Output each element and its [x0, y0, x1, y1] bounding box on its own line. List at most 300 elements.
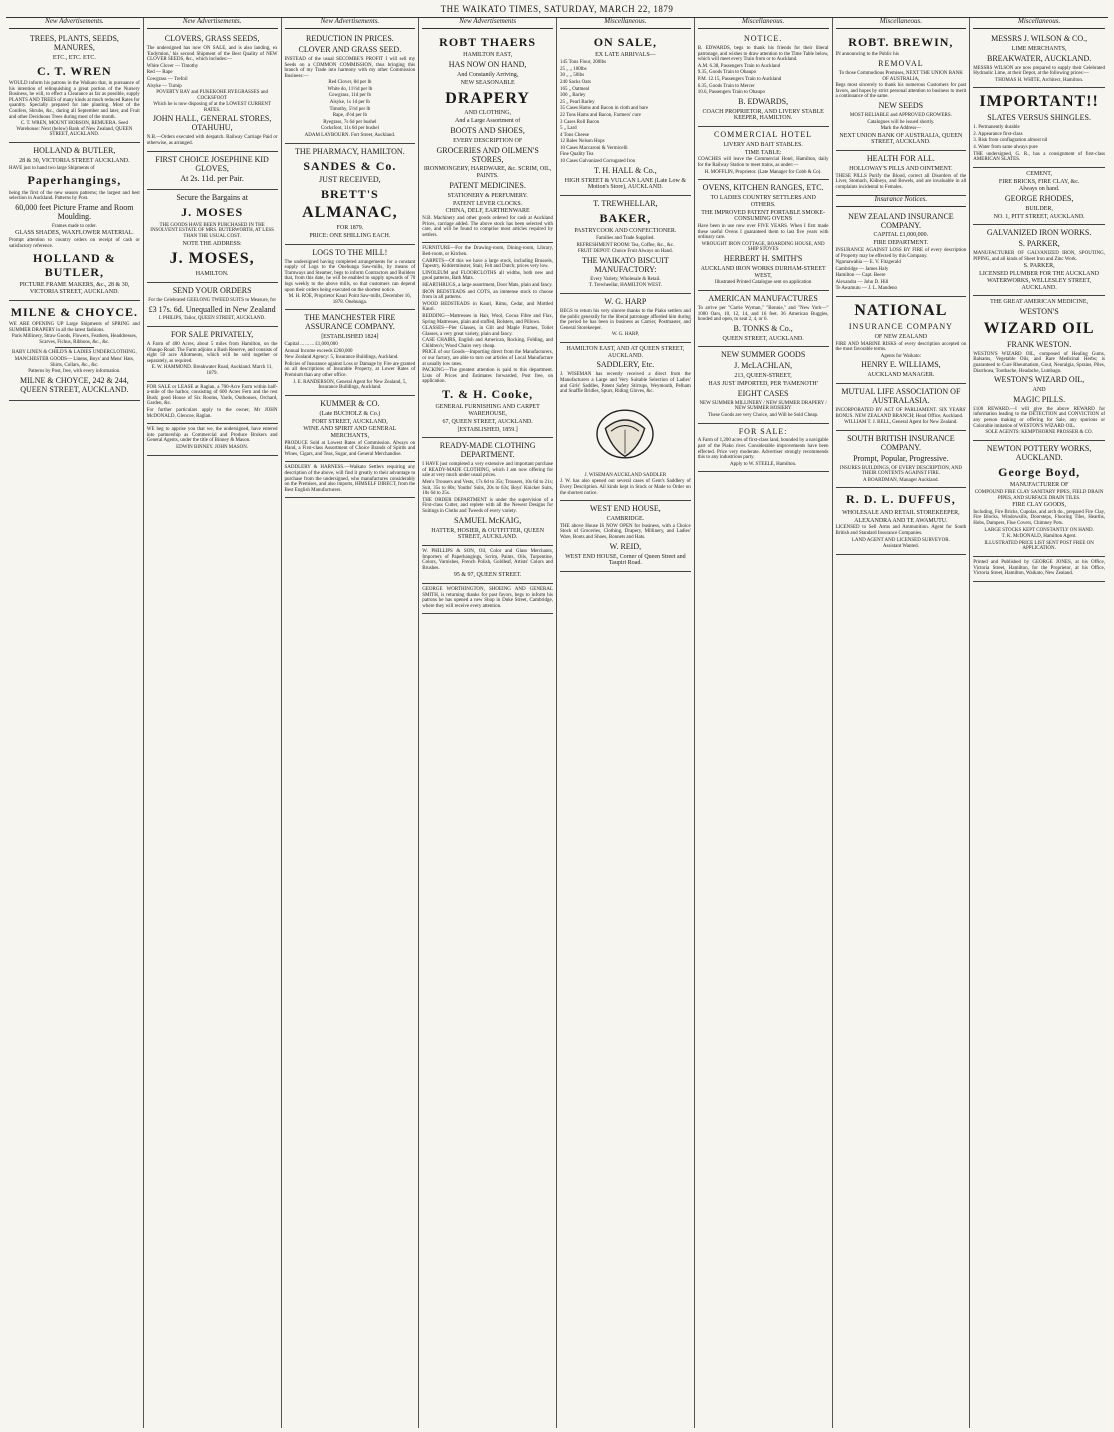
- ad-clovers: [147, 31, 278, 152]
- ad-body: Patterns by Post, free, with every information.: [28, 369, 121, 375]
- ad-subheading: TIME TABLE:: [744, 149, 782, 156]
- list-item: 3. Risk from conflagration almost nil: [973, 138, 1048, 144]
- ad-subheading: TO LADIES COUNTRY SETTLERS AND OTHERS.: [710, 195, 816, 208]
- ad-title: SOUTH BRITISH INSURANCE COMPANY.: [847, 433, 955, 452]
- list-item: Rape, 4½d per lb: [332, 113, 368, 119]
- list-item: 10.6, Passengers Train to Ohaupo: [697, 90, 765, 96]
- ad-body: WOOD BEDSTEADS in Kauri, Rimu, Cedar, and Mottled Kauri.: [422, 301, 553, 313]
- ad-title: R. D. L. DUFFUS,: [846, 492, 956, 507]
- ad-body: THE above House IS NOW OPEN for business, with a Choice Stock of Groceries, Clothing, Drapery, Millinery, and Ladies' Ware, Boots and Shoes, Bonnets and Hats.: [560, 523, 691, 540]
- masthead: THE WAIKATO TIMES, SATURDAY, MARCH 22, 1879: [6, 4, 1108, 18]
- column-heading: New Advertisements: [422, 18, 553, 29]
- list-item: Cocksfoot, 11s 6d per bushel: [320, 126, 379, 132]
- ad-cooke: [422, 243, 553, 438]
- ad-subheading: HAS NOW ON HAND,: [448, 60, 527, 70]
- ad-signature: ADAM LAYBOURN. Fort Street, Auckland.: [304, 133, 396, 139]
- ad-wizard-oil: [973, 296, 1105, 441]
- ad-title: ROBT THAERS: [439, 35, 537, 49]
- ad-title: IMPORTANT!!: [979, 93, 1099, 111]
- ad-signature: MILNE & CHOYCE, 242 & 244, QUEEN STREET, AUCKLAND.: [20, 375, 129, 394]
- ad-title: GEORGE RHODES,: [1004, 193, 1074, 203]
- list-item: Cowgrass, 11d per lb: [328, 93, 372, 99]
- ad-tonks: [698, 291, 829, 347]
- ad-title: COMMERCIAL HOTEL: [714, 130, 813, 140]
- list-item: 25 „ Pearl Barley: [560, 99, 595, 105]
- ad-body: Every Variety, Wholesale & Retail.: [590, 276, 661, 282]
- ad-subheading: BUILDER,: [1025, 205, 1053, 212]
- ad-title: MILNE & CHOYCE.: [10, 304, 139, 319]
- list-item: A.M. 6.38, Passengers Train to Auckland: [697, 63, 781, 69]
- divider: [55, 347, 94, 348]
- ad-body: COACHES will leave the Commercial Hotel, Hamilton, daily for the Railway Station to meet trains, as under:—: [697, 157, 829, 169]
- ad-body: WE ARE OPENING UP Large Shipments of SPRING and SUMMER DRAPERY in all the latest fashions.: [9, 322, 140, 333]
- columns: [6, 18, 1108, 1428]
- ad-subheading: AND: [1032, 387, 1046, 394]
- ad-subheading: LIVERY AND BAIT STABLES.: [723, 142, 803, 149]
- ad-heading: FIRST CHOICE JOSEPHINE KID GLOVES,: [155, 154, 269, 173]
- ad-body: PRODUCE Sold at Lowest Rates of Commission. Always on Hand, a First-class Assortment of Choice Brands of Spirits and Wines, Cigars, and Teas, Sugar, and General Merchandise.: [284, 440, 416, 457]
- ad-body: The undersigned having completed arrangements for a constant supply of Logs to the Onehunga Saw-mills, by means of Tramways and Steamer, begs to inform Contractors and Builders that, from this date, he will be enabled to supply upwards of 70 logs weekly to the above mills, so that customers can depend upon their orders being executed on the shortest notice.: [284, 259, 416, 293]
- ad-title: J. MOSES,: [169, 250, 255, 268]
- ad-body: FIRE AND MARINE RISKS of every description accepted on the most favorable terms.: [835, 341, 967, 353]
- ad-body: To arrive per "Carrie Wyman," "Bonnie," and "New York—" 1000 Oars, 10, 12, 14, and 16 feet. 36 American Buggies, hooded and open, to seat 2, 4, or 6.: [697, 306, 829, 323]
- ad-subheading: WESTON'S WIZARD OIL,: [994, 375, 1085, 385]
- ad-heading: HEALTH FOR ALL.: [866, 154, 935, 164]
- imprint: [973, 557, 1105, 582]
- column-1: [6, 18, 144, 1428]
- ad-manchester: [285, 310, 416, 395]
- ad-signature: B. EDWARDS,: [738, 96, 789, 106]
- ad-heading: REDUCTION IN PRICES.: [305, 34, 394, 43]
- ad-highlight: 60,000 feet Picture Frame and Room Moulding.: [15, 202, 134, 221]
- ad-body: A Farm of 400 Acres, about 5 miles from Hamilton, on the Ohaupo Road. The Farm adjoins a Bush Reserve, and consists of eight 50 acre Allotments, which will be sold together or separately, as required.: [146, 342, 278, 364]
- ad-national: [836, 297, 967, 384]
- ad-address: 67, QUEEN STREET, AUCKLAND.: [442, 418, 533, 425]
- ad-price: PRICE: ONE SHILLING EACH.: [309, 233, 391, 240]
- list-item: 145 Tons Flour, 200lbs: [560, 60, 607, 66]
- ad-body: Illustrated Printed Catalogue sent on application: [714, 280, 812, 286]
- ad-body: The undersigned has now ON SALE, and is also landing, ex 'Endymion,' his second Shipment of the Best Quality of NEW CLOVER SEEDS, &c., which includes:—: [146, 45, 278, 63]
- ad-body: being the first of the new season patterns; the largest and best selection in Auckland. Patterns by Post.: [9, 190, 140, 202]
- ad-body: THESE PILLS Purify the Blood, correct all Disorders of the Liver, Stomach, Kidneys, and Bowels, and are invaluable in all complaints incidental to Females.: [835, 173, 967, 190]
- ad-title: BAKER,: [599, 211, 652, 225]
- ad-duffus: [836, 488, 967, 554]
- ad-body: For the Celebrated GEELONG TWEED SUITS to Measure, for: [148, 297, 277, 303]
- ad-subheading: CLOVER AND GRASS SEED.: [298, 44, 402, 54]
- ad-kummer: [285, 396, 416, 463]
- ad-body: HEARTHRUGS, a large assortment, Door Mats, plain and fancy.: [422, 282, 553, 288]
- imprint-text: Printed and Published by GEORGE JONES, at his Office, Victoria Street, Hamilton, for the Proprietor, at his Office, Victoria Street, Hamilton, Waikato, New Zealand.: [973, 559, 1105, 577]
- ad-title: J. MOSES: [181, 205, 244, 220]
- ad-body: Men's Trousers and Vests, 17s 6d to 35s; Trousers, 10s 6d to 21s; Suit, 35s to 80s; Youths' Suits, 20s to 63s; Boys' Knicker Suits, 10s 6d to 25s.: [422, 480, 553, 497]
- ad-subheading: And Constantly Arriving,: [457, 72, 519, 79]
- ad-address: COACH PROPRIETOR, AND LIVERY STABLE KEEPER, HAMILTON.: [702, 108, 824, 122]
- ad-title: SADDLERY, Etc.: [596, 360, 655, 370]
- ad-signature: SOLE AGENTS: KEMPTHORNE PROSSER & CO.: [985, 430, 1093, 436]
- ad-body: Which he is now disposing of at the LOWEST CURRENT RATES.: [153, 102, 272, 113]
- ad-subheading: WINE AND SPIRIT AND GENERAL MERCHANTS,: [303, 426, 397, 439]
- ad-signature: C. T. WREN, MOUNT HOBSON, REMUERA. Seed Warehouse: Next (below) Bank of New Zealand, QUEEN STREET, AUCKLAND.: [16, 121, 133, 138]
- ad-body: New Zealand Agency: 5, Insurance Buildings, Auckland.: [284, 355, 399, 361]
- ad-address: WEST END HOUSE, Corner of Queen Street and Taupiri Road.: [565, 553, 686, 567]
- ad-subheading: LIME MERCHANTS,: [1011, 45, 1067, 52]
- ad-signature: HENRY E. WILLIAMS,: [861, 360, 941, 370]
- ad-body: WROUGHT IRON COTTAGE, BOARDING HOUSE, AND SHIP STOVES: [701, 241, 825, 253]
- ad-body: Frames made to order.: [52, 223, 97, 229]
- ad-signature: A BOARDMAN, Manager Auckland.: [863, 477, 939, 483]
- ad-title: ALMANAC,: [302, 204, 398, 222]
- list-item: Ryegrass, 7s 6d per bushel: [323, 119, 377, 125]
- ad-signature: E. W. HAMMOND. Breakwater Road, Auckland. March 11, 1879.: [151, 365, 273, 376]
- ad-partnership: [147, 424, 278, 455]
- list-item: 5 „ Lard: [560, 126, 577, 132]
- ad-subheading: THE IMPROVED PATENT PORTABLE SMOKE-CONSUMING OVENS: [701, 209, 826, 223]
- ad-body: MESSRS WILSON are now prepared to supply their Celebrated Hydraulic Lime, at their Depot, at the following prices:—: [973, 65, 1105, 77]
- ad-signature: WILLIAM T. J. BELL, General Agent for New Zealand.: [844, 420, 958, 426]
- saddle-illustration-label: J. WISEMAN AUCKLAND SADDLER: [584, 472, 667, 478]
- ad-title: NATIONAL: [854, 302, 948, 320]
- ad-brewin: [836, 31, 967, 151]
- ad-body: IRON BEDSTEADS and COTS, an immense stock to choose from in all patterns.: [422, 289, 553, 301]
- ad-body: Including, Fire Bricks, Cupolas, and arch do., prepared Fire Clay, Fire Blocks, Windowsills, Doorsteps, Flooring Tiles, Hearths, Hobs, Dampers, Flue Covers, Chimney Pots.: [973, 509, 1105, 526]
- ad-mckaig: [422, 438, 553, 546]
- ad-body: BABY LINEN & CHILD'S & LADIES UNDERCLOTHING,: [12, 350, 137, 356]
- list-item: Alsyke, 1s 1d per lb: [329, 100, 370, 106]
- ad-heading: GALVANIZED IRON WORKS.: [986, 228, 1092, 238]
- list-item: Red Clover, 8d per lb: [328, 80, 372, 86]
- ad-body: COMPOUND FIRE CLAY SANITARY PIPES, FIELD DRAIN PIPES, AND SURFACE DRAIN TILES.: [974, 489, 1104, 501]
- ad-signature: T. Trewheellar, HAMILTON WEST.: [588, 283, 662, 289]
- ad-subheading: CHINA, DELF, EARTHENWARE: [445, 208, 530, 215]
- list-item: Fine Quality Tea: [560, 152, 594, 158]
- ad-subheading: Prompt, Popular, Progressive.: [853, 453, 949, 463]
- ad-body: Agents for Waikato:: [880, 353, 922, 359]
- ad-address: ALEXANDRA AND TE AWAMUTU.: [854, 517, 948, 524]
- column-2: [144, 18, 282, 1428]
- ad-body: GLASSES—Pier Glasses, in Gilt and Maple Frames, Toilet Glasses, a very great variety, plain and fancy.: [422, 326, 553, 337]
- ad-address: NEXT UNION BANK OF AUSTRALIA, QUEEN STREET, AUCKLAND.: [839, 132, 963, 146]
- ad-signature: T. H. HALL & Co.,: [594, 165, 657, 175]
- ad-heading: NOTICE.: [743, 34, 783, 43]
- ad-title: WESTON'S: [1019, 307, 1059, 317]
- ad-signature: JOHN HALL, GENERAL STORES, OTAHUHU,: [152, 114, 272, 133]
- ad-sale-privately: [147, 327, 278, 382]
- list-item: 25 „ „ 100lbs: [560, 66, 587, 72]
- list-item: Cowgrass — Trefoil: [146, 76, 188, 82]
- ad-body: A Farm of 1,200 acres of first-class land, bounded by a navigable part of the Piako river. Considerable improvements have been effected. Price very moderate. Advertiser strongly recommends this to any industrious party.: [697, 438, 829, 461]
- ad-body: THE ORDER DEPARTMENT is under the supervision of a First-class Cutter, and replete with all the Newest Designs for Suitings in Cloths and Tweeds of every variety.: [422, 497, 553, 515]
- ad-address: HATTER, HOSIER, & OUTFITTER, QUEEN STREET, AUCKLAND.: [431, 527, 545, 541]
- ad-address: HIGH STREET & VULCAN LANE (Late Low & Motion's Store), AUCKLAND.: [564, 177, 686, 191]
- list-item: Te Awamutu — J. L. Mandeno: [835, 286, 898, 292]
- ad-worthington: [422, 584, 553, 614]
- ad-subheading: PATENT LEVER CLOCKS.: [453, 200, 523, 207]
- ad-address: NO. 1, PITT STREET, AUCKLAND.: [993, 213, 1085, 220]
- ad-body: THE undersigned, G. R., has a consignment of first-class AMERICAN SLATES.: [973, 151, 1105, 163]
- column-5: [557, 18, 695, 1428]
- ad-body: CASE CHAIRS, English and American, Rocking, Folding, and Children's; Wood Chairs very cheap.: [422, 338, 553, 349]
- ad-subheading: CAPITAL £1,000,000.: [873, 232, 929, 239]
- ad-rhodes: [973, 168, 1105, 226]
- ad-body: HAVE just to hand two large Shipments of: [9, 165, 95, 171]
- ad-holloway: [836, 151, 967, 195]
- column-7: [833, 18, 971, 1428]
- ad-subheading: GENERAL FURNISHING AND CARPET WAREHOUSE,: [435, 404, 540, 418]
- ad-address: 213, QUEEN-STREET,: [734, 373, 792, 380]
- ad-subheading: ETC., ETC. ETC.: [52, 54, 96, 61]
- ad-title: MUTUAL LIFE ASSOCIATION OF AUSTRALASIA.: [841, 387, 961, 406]
- ad-body: SADDLERY & HARNESS.—Waikato Settlers requiring any description of the above, will find it greatly to their advantage to purchase from the undersigned, who manufactures considerably on the Premises, and also imports, HIMSELF DIRECT, from the Best English Manufacturers.: [284, 465, 416, 493]
- ad-subheading: AUCKLAND MANAGER.: [867, 372, 935, 379]
- ad-body: NEW SUMMER MILLINERY / NEW SUMMER DRAPERY / NEW SUMMER HOSIERY: [699, 400, 827, 412]
- ad-title: W. G. HARP: [604, 297, 647, 307]
- ad-thaers: [422, 31, 553, 243]
- column-heading: New Advertisements.: [9, 18, 140, 29]
- ad-body: ILLUSTRATED PRICE LIST SENT POST FREE ON APPLICATION.: [984, 540, 1094, 552]
- ad-title: WEST END HOUSE,: [590, 504, 661, 514]
- ad-subheading: GLASS SHADES, WAXFLOWER MATERIAL.: [15, 230, 134, 237]
- ad-subheading: WHOLESALE AND RETAIL STOREKEEPER,: [842, 509, 960, 516]
- ad-signature: W. G. HARP,: [611, 332, 639, 338]
- column-heading: Miscellaneous.: [560, 18, 691, 29]
- ad-body: Assistant Wanted.: [882, 544, 919, 550]
- ad-body: To those Commodious Premises, NEXT THE UNION BANK OF AUSTRALIA,: [838, 70, 963, 82]
- ad-saddlery-harness: [285, 462, 416, 498]
- ad-logs: [285, 245, 416, 311]
- ad-heading: AMERICAN MANUFACTURES: [708, 294, 818, 304]
- ad-heading: CLOVERS, GRASS SEEDS,: [164, 34, 260, 43]
- ad-subheading: IRONMONGERY, HARDWARE, &c. SCRIM, OIL, PAINTS.: [423, 166, 552, 180]
- ad-subheading: NOTE THE ADDRESS:: [182, 240, 242, 247]
- ad-address: QUEEN STREET, AUCKLAND.: [722, 335, 804, 342]
- saddle-illustration: [590, 399, 660, 469]
- column-heading: New Advertisements.: [285, 18, 416, 29]
- ad-signature: B. TONKS & Co.,: [733, 323, 793, 333]
- ad-heading: HAMILTON EAST, AND AT QUEEN STREET, AUCKLAND.: [566, 345, 685, 359]
- ad-heading: OVENS, KITCHEN RANGES, ETC.: [702, 183, 824, 193]
- ad-heading: NEWTON POTTERY WORKS, AUCKLAND.: [986, 443, 1092, 462]
- ad-harp: [560, 294, 691, 343]
- ad-body: LAND AGENT AND LICENSED SURVEYOR.: [851, 537, 950, 543]
- ad-title: WIZARD OIL: [983, 320, 1095, 338]
- ad-signature: S. PARKER,: [1023, 263, 1055, 270]
- ad-subheading: FIRE CLAY GOODS,: [1012, 502, 1066, 509]
- ad-body: N.B. Machinery and other goods ordered for cash at Auckland Prices, carriage added. The above stock has been selected with care, and will be found to comprise most articles required by settlers.: [422, 216, 553, 238]
- ad-body: INSURANCE AGAINST LOSS BY FIRE of every description of Property may be effected by this Company.: [835, 247, 967, 259]
- ad-subheading: NEW SEASONABLE: [460, 79, 515, 86]
- list-item: 10 Cases Maccaroni & Vermicelli: [560, 145, 628, 151]
- ad-signature: HERBERT H. SMITH'S: [723, 254, 803, 264]
- ad-heading: FOR SALE PRIVATELY,: [170, 330, 254, 340]
- ad-signature: J. E. RANDERSON, General Agent for New Zealand, 5, Insurance Buildings, Auckland.: [293, 379, 407, 391]
- ad-subheading: AND CLOTHING,: [464, 110, 511, 117]
- ad-south-british: [836, 431, 967, 489]
- ad-body: J. W. has also opened out several cases of Gent's Saddlery of Every Description. All kinds kept in Stock or Made to Order on the shortest notice.: [560, 479, 691, 496]
- ad-heading: TREES, PLANTS, SEEDS, MANURES,: [29, 34, 119, 52]
- ad-boyd: [973, 441, 1105, 557]
- ad-subheading: INSURANCE COMPANY: [848, 321, 953, 331]
- ad-moses: [147, 190, 278, 283]
- ad-heading: THE PHARMACY, HAMILTON.: [295, 146, 405, 156]
- ad-wren: [9, 31, 140, 143]
- ad-nz-insurance: [836, 209, 967, 298]
- ad-heading: Secure the Bargains at: [176, 193, 248, 203]
- ad-title: DRAPERY: [445, 89, 530, 107]
- ad-subheading: JUST RECEIVED,: [319, 175, 381, 185]
- ad-signature: M. H. ROE, Proprietor Kauri Point Saw-mills, December 16, 1878. Onehunga.: [288, 294, 412, 305]
- list-item: Ngaruawahia — E. V. Fitzgerald: [835, 260, 901, 266]
- ad-signature: EDWIN BINNEY. JOHN MASON.: [176, 444, 249, 450]
- list-item: 12 Bales Nelson Hops: [560, 139, 605, 145]
- ad-body: I HAVE just completed a very extensive and important purchase of READY-MADE CLOTHING, which I am now offering for sale at very much under usual prices.: [422, 462, 553, 479]
- list-item: P.M. 12.15, Passengers Train to Auckland: [697, 76, 782, 82]
- ad-trewhellar: [560, 196, 691, 294]
- ad-signature: W. REID,: [609, 541, 642, 551]
- ad-subheading: FIRE BRICKS, FIRE CLAY, &c.: [998, 178, 1080, 185]
- ad-subheading: [ESTABLISHED 1824]: [321, 334, 379, 341]
- ad-body: WOULD inform his patrons in the Waikato that, in pursuance of his intention of relinquishing a great portion of the Nursery Business, he will, to effect a Clearance as far as possible, supply PLANTS AND TREES of many kinds at much reduced Rates for quantity. Specially prepared for late planting. Most of the Conifers, Shrubs, &c., during all September and later, and Fruit and other Deciduous Trees during most of the month.: [9, 81, 140, 120]
- list-item: 1. Permanently durable: [973, 125, 1020, 131]
- ad-heading: FOR SALE:: [738, 426, 788, 436]
- ad-west-end: [560, 501, 691, 572]
- ad-title: ON SALE,: [593, 35, 658, 49]
- ad-title: T. & H. Cooke,: [442, 387, 534, 402]
- ad-title: T. TREWHELLAR,: [593, 199, 658, 209]
- ad-body: These Goods are very Choice, and Will be Sold Cheap.: [707, 412, 819, 418]
- ad-title: S. PARKER,: [1018, 239, 1060, 249]
- ad-heading: THE GREAT AMERICAN MEDICINE,: [990, 299, 1089, 306]
- ad-price: £3 17s. 6d. Unequalled in New Zealand: [148, 304, 276, 314]
- ad-subheading: FIRE DEPARTMENT.: [873, 240, 929, 247]
- list-item: Cambridge — James Haly: [835, 266, 889, 272]
- ad-address: HAMILTON EAST,: [463, 52, 513, 59]
- list-item: 3 Cases Roll Bacon: [560, 119, 600, 125]
- ad-body: £100 REWARD.—I will give the above REWARD for information leading to the DETECTION and CONVICTION of any person making or offering for Sale, any spurious or Colorable imitation of WESTON'S WIZARD OIL.: [973, 406, 1105, 429]
- ad-body: Paris Millinery, Straw Goods, Flowers, Feathers, Headdresses, Scarves, Fichus, Ribbons, &c., &c.: [11, 334, 137, 345]
- ad-body: Annual Income exceeds £260,000: [284, 348, 353, 354]
- column-4: [419, 18, 557, 1428]
- ad-body: FURNITURE—For the Drawing-room, Dining-room, Library, Bed-room, or Kitchen.: [422, 246, 553, 257]
- ad-subheading: Always on hand.: [1018, 186, 1060, 193]
- column-heading: Miscellaneous.: [973, 18, 1105, 29]
- ad-body: INSTEAD of the usual SECOMBE'S PROFIT I will sell my Seeds on a COMMON COMMISSION, thus bringing this branch of my Trade into harmony with my other Commission Business:—: [284, 56, 416, 79]
- ad-body: J. WISEMAN has recently received a direct from the Manufacturers a Large and Very Suitable Selection of Ladies' and Girls' Saddles, Patent Safety Stirrups, Weymouth, Pelham and Snaffle Bridles, Spurs, Riding Gloves, &c.: [560, 372, 691, 395]
- ad-body: N.B.—Orders executed with despatch. Railway Carriage Paid or otherwise, as arranged.: [146, 135, 278, 146]
- ad-slates: [973, 88, 1105, 167]
- ad-heading: HOLLAND & BUTLER,: [33, 146, 116, 155]
- ad-title: BRETT'S: [321, 186, 379, 201]
- ad-body: CARPETS—Of this we have a large stock, including Brussels, Tapestry, Kidderminster, Stair, Felt and Dutch; prices very low.: [422, 258, 553, 270]
- ad-body: LARGE STOCKS KEPT CONSTANTLY ON HAND.: [984, 527, 1094, 533]
- ad-subheading: CEMENT,: [1026, 170, 1052, 177]
- list-item: 22 Tons Hams and Bacon, Farmers' cure: [560, 112, 641, 118]
- ad-title: SANDES & Co.: [303, 158, 397, 173]
- ad-title: J. McLACHLAN,: [734, 361, 793, 371]
- ad-body: Prompt attention to country orders on receipt of cash or satisfactory reference.: [9, 238, 140, 249]
- ad-body: PRICE of our Goods—Importing direct from the Manufacturers, or our factory, are able to turn out articles of Local Manufacture at usually low rates.: [422, 350, 553, 367]
- ad-subheading: MAGIC PILLS.: [1013, 394, 1066, 404]
- list-item: 165 „ Oatmeal: [560, 86, 590, 92]
- ad-body: Policies of Insurance against Loss or Damage by Fire are granted on all descriptions of Insurable Property, at Lower Rates of Premium than any other office.: [284, 361, 416, 379]
- ad-address: 28 & 30, VICTORIA STREET AUCKLAND.: [19, 157, 130, 164]
- ad-wiseman: [560, 343, 691, 501]
- ad-subheading: And a Large Assortment of: [455, 118, 521, 125]
- ad-address: HAMILTON.: [195, 271, 229, 278]
- ad-commercial-hotel: [698, 127, 829, 180]
- ad-subheading: SLATES VERSUS SHINGLES.: [987, 113, 1091, 123]
- ad-address: AUCKLAND IRON WORKS DURHAM-STREET WEST,: [700, 266, 826, 279]
- ad-body: THE GOODS HAVE BEEN PURCHASED IN THE INSOLVENT ESTATE OF MRS. BUTERWORTH, AT LESS THAN THE USUAL COST.: [150, 222, 274, 240]
- ad-body: LICENSED to Sell Arms and Ammunition. Agent for South British and Standard Insurance Companies.: [835, 525, 967, 536]
- ad-subheading: FRANK WESTON.: [1007, 339, 1072, 349]
- ad-edwards: [698, 31, 829, 127]
- ad-mclachlan: [698, 347, 829, 423]
- ad-signature: THOMAS H. WHITE, Architect, Hamilton.: [995, 77, 1084, 83]
- ad-steele: [698, 424, 829, 473]
- ad-title: KUMMER & CO.: [320, 398, 380, 408]
- ad-subheading: GROCERIES AND OILMEN'S STORES,: [436, 145, 539, 164]
- ad-body: MANUFACTURER OF GALVANIZED IRON, SPOUTING, PIPING, and all kinds of Sheet Iron and Zinc Work.: [973, 251, 1105, 262]
- column-heading: New Advertisements.: [147, 18, 278, 29]
- ad-body: WE beg to apprise you that we, the undersigned, have entered into partnership as Commercial and Produce Brokers and General Agents, under the title of Binney & Mason.: [146, 427, 278, 444]
- ad-body: MANCHESTER GOODS— Linens, Boys' and Mens' Hats, Shirts, Collars, &c., &c.: [14, 357, 135, 368]
- ad-hall: [560, 31, 691, 196]
- ad-body: PACKING—The greatest attention is paid to this department. Lists of Prices and Estimates forwarded, Post free, on application.: [422, 368, 553, 385]
- ad-subheading: [ESTABLISHED, 1859.]: [457, 426, 518, 433]
- ad-subheading: HOLLOWAY'S PILLS AND OINTMENT.: [849, 166, 953, 173]
- list-item: 9.35, Goods Train to Ohaupo: [697, 70, 757, 76]
- list-item: 10 Cases Galvanized Corrugated Iron: [560, 159, 636, 165]
- ad-title: HOLLAND & BUTLER,: [33, 251, 116, 279]
- ad-body: For further particulars apply to the owner, Mr JOHN McDONALD, Glencoe, Raglan.: [146, 407, 278, 419]
- ad-heading: REMOVAL: [878, 59, 924, 69]
- ad-subheading: NEW SEEDS: [878, 100, 924, 110]
- ad-subheading: HAS JUST IMPORTED, PER 'FAMENOTH': [708, 381, 818, 388]
- ad-title: NEW ZEALAND INSURANCE COMPANY.: [848, 211, 954, 230]
- ad-pharmacy: [285, 144, 416, 245]
- ad-address: PICTURE FRAME MAKERS, &c., 28 & 30, VICTORIA STREET, AUCKLAND.: [19, 282, 130, 295]
- list-item: 240 Sacks Oats: [560, 79, 591, 85]
- ad-heading: READY-MADE CLOTHING DEPARTMENT.: [439, 441, 536, 460]
- ad-gloves: [147, 152, 278, 191]
- ad-subheading: OF NEW ZEALAND: [874, 333, 928, 340]
- section-heading: Insurance Notices.: [836, 196, 967, 207]
- ad-body: Have been in use now over FIVE YEARS. When I first made these useful Ovens I guaranteed them to last five years with ordinary care.: [697, 224, 829, 241]
- ad-signature: Apply to W. STEELE, Hamilton.: [730, 461, 797, 467]
- ad-body: INCORPORATED BY ACT OF PARLIAMENT. SIX YEARS' BONUS. NEW ZEALAND BRANCH; Head Office, Auckland.: [835, 408, 967, 419]
- ad-phillips: [422, 546, 553, 584]
- ad-subheading: PATENT MEDICINES.: [449, 180, 526, 190]
- ad-title: George Boyd,: [998, 464, 1081, 479]
- ad-address: LICENSED PLUMBER FOR THE AUCKLAND WATERWORKS, WELLESLEY STREET, AUCKLAND.: [979, 271, 1100, 291]
- ad-subheading: STATIONERY & PERFUMERY.: [447, 192, 528, 199]
- ad-subheading: MANUFACTURER OF: [1009, 482, 1069, 489]
- ad-title: SAMUEL McKAIG,: [453, 515, 522, 525]
- list-item: Alexandra — John D. Hill: [835, 279, 889, 285]
- ad-heading: THE MANCHESTER FIRE ASSURANCE COMPANY.: [304, 313, 396, 332]
- ad-body: POVERTY BAY and PUKEKOHE RYEGRASSES and COCKSFOOT: [156, 90, 269, 101]
- ad-subheading: FOR 1879.: [336, 225, 364, 232]
- list-item: 4 Tons Cheese: [560, 132, 589, 138]
- ad-body: Mark the Address—: [880, 126, 922, 132]
- ad-address: FORT STREET, AUCKLAND,: [311, 418, 388, 425]
- ad-title: C. T. WREN: [37, 63, 112, 78]
- ad-body: Families and Trade Supplied.: [596, 236, 655, 242]
- ad-body: Capital ... ... ... £1,000,000: [284, 342, 338, 348]
- ad-subheading: EX LATE ARRIVALS—: [595, 52, 656, 59]
- list-item: White do, 11½d per lb: [327, 86, 373, 92]
- list-item: 300 „ Barley: [560, 93, 586, 99]
